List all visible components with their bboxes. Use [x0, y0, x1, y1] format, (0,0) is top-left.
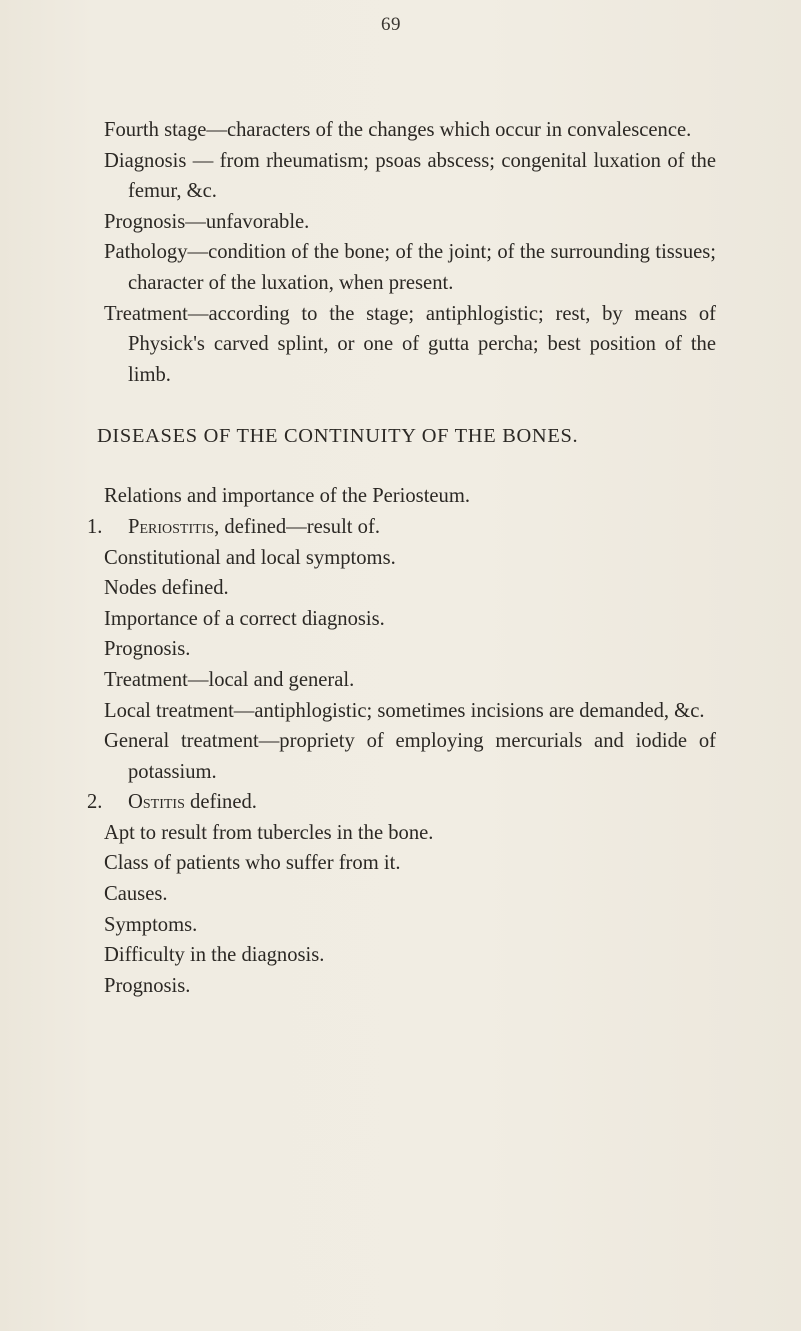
periostitis-term: Periostitis	[128, 515, 215, 538]
ostitis-item: Apt to result from tubercles in the bone.	[104, 821, 434, 844]
periostitis-number: 1.	[87, 515, 103, 538]
periostitis-item: Treatment—local and general.	[104, 668, 355, 691]
entry-diagnosis: Diagnosis — from rheumatism; psoas abscess; congenital luxation of the femur, &c.	[104, 149, 716, 203]
periostitis-title	[87, 512, 716, 543]
section-intro: Relations and importance of the Periosteum.	[104, 485, 471, 508]
ostitis-item: Class of patients who suffer from it.	[104, 852, 401, 875]
entry-prognosis: Prognosis—unfavorable.	[104, 210, 310, 233]
ostitis-number: 2.	[87, 791, 103, 814]
periostitis-item: Nodes defined.	[104, 577, 229, 600]
periostitis-item: Prognosis.	[104, 638, 191, 661]
periostitis-title-rest: , defined—result of.	[214, 515, 380, 538]
ostitis-term: Ostitis	[128, 791, 185, 814]
ostitis-item: Causes.	[104, 883, 168, 906]
entry-fourth-stage: Fourth stage—characters of the changes which occur in convalescence.	[104, 119, 692, 141]
periostitis-item: Local treatment—antiphlogistic; sometimes incisions are demanded, &c.	[104, 699, 705, 722]
entry-pathology: Pathology—condition of the bone; of the joint; of the surrounding tissues; character of the luxation, when present.	[104, 241, 716, 294]
page-body	[87, 115, 716, 1001]
section-heading: DISEASES OF THE CONTINUITY OF THE BONES.	[97, 425, 579, 448]
ostitis-title-rest: defined.	[184, 791, 257, 814]
entry-treatment: Treatment—according to the stage; antiphlogistic; rest, by means of Physick's carved splint, or one of gutta percha; best position of the limb.	[104, 302, 716, 386]
periostitis-item: Importance of a correct diagnosis.	[104, 607, 385, 630]
ostitis-item: Prognosis.	[104, 974, 191, 997]
ostitis-item: Symptoms.	[104, 913, 198, 936]
periostitis-item: General treatment—propriety of employing mercurials and iodide of potassium.	[104, 730, 716, 783]
ostitis-title	[87, 787, 716, 818]
ostitis-item: Difficulty in the diagnosis.	[104, 944, 325, 967]
page-number: 69	[381, 14, 401, 35]
periostitis-item: Constitutional and local symptoms.	[104, 546, 396, 569]
